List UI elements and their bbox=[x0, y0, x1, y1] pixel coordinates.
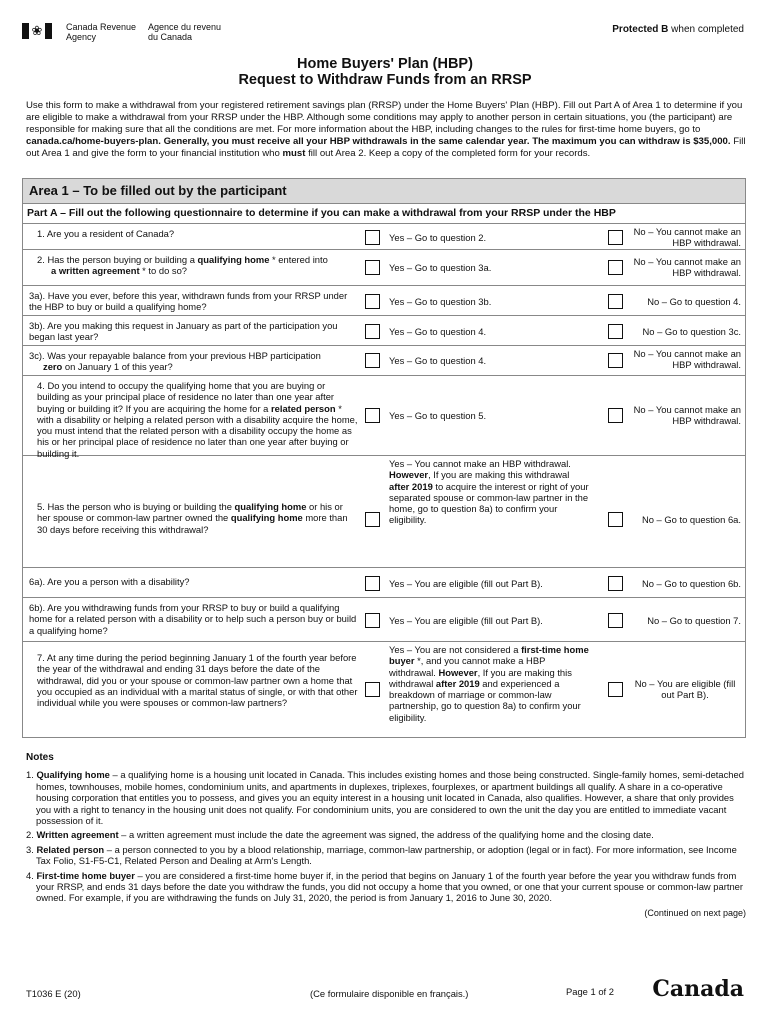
q7-no-checkbox[interactable] bbox=[608, 682, 623, 697]
q5-no-label: No – Go to question 6a. bbox=[641, 514, 741, 525]
q4-no-label: No – You cannot make an HBP withdrawal. bbox=[633, 404, 741, 427]
q3b-no-label: No – Go to question 3c. bbox=[642, 326, 741, 337]
q1-no-checkbox[interactable] bbox=[608, 230, 623, 245]
question-row-7: 7. At any time during the period beginning January 1 of the fourth year before the year of the withdrawal and ending 31 days before the date of the withdrawal, did you or your spouse or common-law partner own a home that you occupied as an individual with a marital status of single, or with that other individual while you were spouses or common-law partners? Yes – You are not considered a first-time home buyer *, and you cannot make a HBP withdrawal. However, If you are making this withdrawal after 2019 and experienced a breakdown of marriage or common-law partnership, go to question 8a) to confirm your eligibility. No – You are eligible (fill out Part B). bbox=[23, 642, 745, 738]
page-number: Page 1 of 2 bbox=[566, 986, 614, 997]
q7-no-label: No – You are eligible (fill out Part B). bbox=[634, 678, 736, 701]
q2-no-label: No – You cannot make an HBP withdrawal. bbox=[633, 256, 741, 279]
q3a-no-label: No – Go to question 4. bbox=[647, 296, 741, 307]
note-3: 3. Related person – a person connected to you by a blood relationship, marriage, common-law partnership, or adoption (legal or in fact). For more information, see Income Tax Folio, S1-F5-C1, Related Person and Dealing at Arm's Length. bbox=[26, 843, 737, 867]
q4-yes-checkbox[interactable] bbox=[365, 408, 380, 423]
question-row-4: 4. Do you intend to occupy the qualifying home that you are buying or building as your principal place of residence no later than one year after buying or building it? If you are acquiring the home for a related person * with a disability or helping a related person with a disability acquire the home, you must intend that the related person with a disability occupy the home as his or her principal place of residence no later than one year after buying or building it. Yes – Go to question 5. No – You cannot make an HBP withdrawal. bbox=[23, 376, 745, 456]
agency-name-fr: Agence du revenu du Canada bbox=[148, 22, 222, 42]
form-id: T1036 E (20) bbox=[26, 988, 81, 999]
q6b-yes-checkbox[interactable] bbox=[365, 613, 380, 628]
parta-header: Part A – Fill out the following questionnaire to determine if you can make a withdrawal from your RRSP under the HBP bbox=[22, 204, 746, 224]
q6a-yes-label: Yes – You are eligible (fill out Part B). bbox=[389, 578, 543, 589]
question-row-6a: 6a). Are you a person with a disability? Yes – You are eligible (fill out Part B). No – Go to question 6b. bbox=[23, 568, 745, 598]
q2-no-checkbox[interactable] bbox=[608, 260, 623, 275]
q6a-no-label: No – Go to question 6b. bbox=[641, 578, 741, 589]
q1-yes-checkbox[interactable] bbox=[365, 230, 380, 245]
q6a-no-checkbox[interactable] bbox=[608, 576, 623, 591]
question-row-3a: 3a). Have you ever, before this year, withdrawn funds from your RRSP under the HBP to buy or build a qualifying home? Yes – Go to question 3b. No – Go to question 4. bbox=[23, 286, 745, 316]
question-row-3b: 3b). Are you making this request in January as part of the participation you began last year? Yes – Go to question 4. No – Go to question 3c. bbox=[23, 316, 745, 346]
question-row-6b: 6b). Are you withdrawing funds from your RRSP to buy or build a qualifying home for a related person with a disability or to help such a person buy or build a qualifying home? Yes – You are eligible (fill out Part B). No – Go to question 7. bbox=[23, 598, 745, 642]
q6b-no-checkbox[interactable] bbox=[608, 613, 623, 628]
q3a-yes-label: Yes – Go to question 3b. bbox=[389, 296, 492, 307]
q6a-yes-checkbox[interactable] bbox=[365, 576, 380, 591]
q7-yes-checkbox[interactable] bbox=[365, 682, 380, 697]
q5-yes-checkbox[interactable] bbox=[365, 512, 380, 527]
questionnaire bbox=[22, 224, 746, 738]
q7-yes-label: Yes – You are not considered a first-time home buyer *, and you cannot make a HBP withdrawal. However, If you are making this withdrawal after 2019 and experienced a breakdown of marriage or common-law partnership, go to question 8a) to confirm your eligibility. bbox=[389, 644, 589, 723]
q3b-no-checkbox[interactable] bbox=[608, 324, 623, 339]
q1-no-label: No – You cannot make an HBP withdrawal. bbox=[633, 226, 741, 249]
notes-section bbox=[26, 752, 746, 919]
q4-no-checkbox[interactable] bbox=[608, 408, 623, 423]
continued-label: (Continued on next page) bbox=[644, 907, 746, 918]
q3c-no-checkbox[interactable] bbox=[608, 353, 623, 368]
q6b-yes-label: Yes – You are eligible (fill out Part B). bbox=[389, 615, 543, 626]
q3c-no-label: No – You cannot make an HBP withdrawal. bbox=[633, 348, 741, 371]
canada-wordmark: Canada bbox=[652, 976, 744, 1002]
q6b-no-label: No – Go to question 7. bbox=[647, 615, 741, 626]
area1-header: Area 1 – To be filled out by the participant bbox=[22, 178, 746, 204]
notes-heading: Notes bbox=[26, 752, 54, 763]
q5-yes-label: Yes – You cannot make an HBP withdrawal. However, If you are making this withdrawal after 2019 to acquire the interest or right of your separated spouse or common-law partner in the home, go to question 8a) to confirm your eligibility. bbox=[389, 458, 589, 526]
canada-flag-icon: ❀ bbox=[22, 23, 52, 39]
note-1: 1. Qualifying home – a qualifying home is a housing unit located in Canada. This includes existing homes and those being constructed. Single-family homes, semi-detached homes, townhouses, mobile homes, condominium units, and apartments in duplexes, triplexes, fourplexes, or apartment buildings all qualify. A share in a co-operative housing corporation that entitles you to possess, and gives you an equity interest in a housing unit located in Canada, also qualifies. However, a share that only provides you with a right to tenancy in the housing unit does not qualify. For condominium units, you are considered to own the unit the day you are entitled to immediate vacant possession of it. bbox=[26, 769, 744, 827]
question-row-2: 2. Has the person buying or building a qualifying home * entered into a written agreement * to do so? Yes – Go to question 3a. No – You cannot make an HBP withdrawal. bbox=[23, 250, 745, 286]
q2-yes-label: Yes – Go to question 3a. bbox=[389, 262, 492, 273]
q3a-yes-checkbox[interactable] bbox=[365, 294, 380, 309]
q3b-yes-label: Yes – Go to question 4. bbox=[389, 326, 487, 337]
note-2: 2. Written agreement – a written agreement must include the date the agreement was signed, the address of the qualifying home and the closing date. bbox=[26, 829, 654, 841]
french-availability: (Ce formulaire disponible en français.) bbox=[310, 988, 469, 999]
hbp-link[interactable]: canada.ca/home-buyers-plan bbox=[26, 136, 159, 147]
q3a-no-checkbox[interactable] bbox=[608, 294, 623, 309]
form-subtitle: Request to Withdraw Funds from an RRSP bbox=[238, 72, 532, 88]
protected-label: Protected B when completed bbox=[612, 24, 744, 35]
q3c-yes-checkbox[interactable] bbox=[365, 353, 380, 368]
q5-no-checkbox[interactable] bbox=[608, 512, 623, 527]
form-title: Home Buyers' Plan (HBP) bbox=[297, 56, 473, 72]
note-4: 4. First-time home buyer – you are considered a first-time home buyer if, in the period that begins on January 1 of the fourth year before the year you withdraw funds from your RRSP, and ends 31 days before the date you withdraw the funds, you did not occupy a home that you owned, or one that your current spouse or common-law partner owned. For example, if you are withdrawing the funds on July 31, 2020, the period is from January 1, 2016 to June 30, 2020. bbox=[26, 869, 744, 904]
q2-yes-checkbox[interactable] bbox=[365, 260, 380, 275]
intro-paragraph: Use this form to make a withdrawal from your registered retirement savings plan (RRSP) under the Home Buyers' Plan (HBP). Fill out Part A of Area 1 to determine if you are eligible to make a withdrawal from your RRSP under the HBP. Although some conditions may apply to another person in certain situations, you (the participant) are responsible for making sure that all the conditions are met. For more information about the HBP, including changes to the rules for first-time home buyers, go to canada.ca/home-buyers-plan. Generally, you must receive all your HBP withdrawals in the same calendar year. The maximum you can withdraw is $35,000. Fill out Area 1 and give the form to your financial institution who must fill out Area 2. Keep a copy of the completed form for your records. bbox=[26, 100, 746, 159]
question-row-5: 5. Has the person who is buying or building the qualifying home or his or her spouse or common-law partner owned the qualifying home more than 30 days before receiving this withdrawal? Yes – You cannot make an HBP withdrawal. However, If you are making this withdrawal after 2019 to acquire the interest or right of your separated spouse or common-law partner in the home, go to question 8a) to confirm your eligibility. No – Go to question 6a. bbox=[23, 456, 745, 568]
question-row-1: 1. Are you a resident of Canada? Yes – Go to question 2. No – You cannot make an HBP withdrawal. bbox=[23, 224, 745, 250]
q3b-yes-checkbox[interactable] bbox=[365, 324, 380, 339]
agency-name-en: Canada Revenue Agency bbox=[66, 22, 137, 42]
q4-yes-label: Yes – Go to question 5. bbox=[389, 410, 487, 421]
q1-yes-label: Yes – Go to question 2. bbox=[389, 232, 487, 243]
question-row-3c: 3c). Was your repayable balance from your previous HBP participation zero on January 1 of this year? Yes – Go to question 4. No – You cannot make an HBP withdrawal. bbox=[23, 346, 745, 376]
q3c-yes-label: Yes – Go to question 4. bbox=[389, 355, 487, 366]
